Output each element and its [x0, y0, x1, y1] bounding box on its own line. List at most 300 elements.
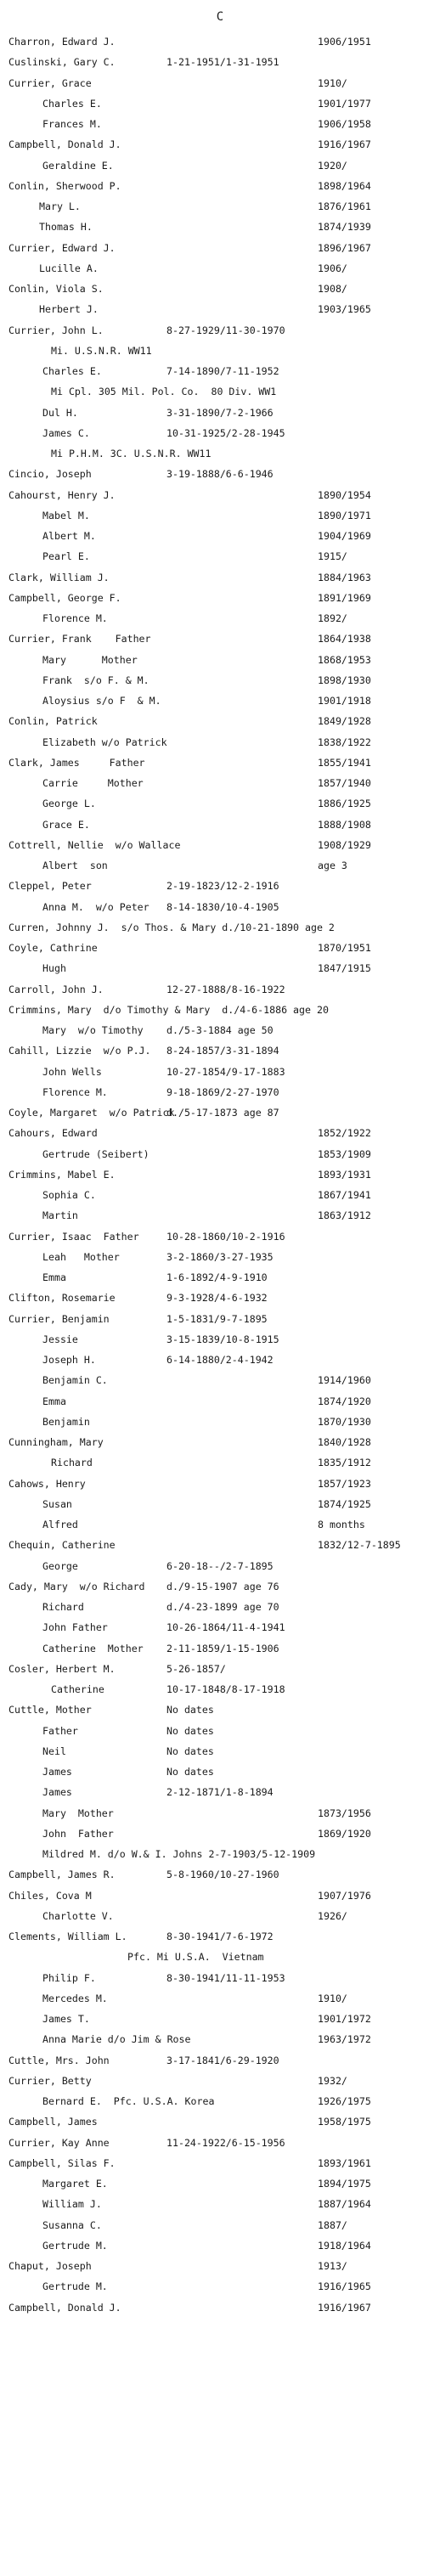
record-years: 8 months	[318, 1519, 365, 1530]
record-years: 1838/1922	[318, 736, 371, 748]
record-row	[0, 300, 440, 318]
record-years: 1888/1908	[318, 818, 371, 831]
record-years: 1958/1975	[318, 2116, 371, 2128]
record-row	[0, 1845, 440, 1863]
record-name: George	[42, 1559, 78, 1572]
record-years: 1892/	[318, 612, 347, 624]
record-dates: 10-28-1860/10-2-1916	[166, 1230, 285, 1243]
record-row	[0, 1392, 440, 1411]
record-name: Gertrude (Seibert)	[42, 1147, 149, 1160]
record-name: Geraldine E.	[42, 159, 114, 172]
record-name: Charron, Edward J.	[8, 36, 116, 48]
record-dates: 8-30-1941/11-11-1953	[166, 1971, 285, 1984]
record-dates: No dates	[166, 1724, 214, 1737]
record-years: 1891/1969	[318, 591, 371, 604]
record-name: Chiles, Cova M	[8, 1889, 92, 1902]
record-row	[0, 156, 440, 175]
record-name: Cuttle, Mrs. John	[8, 2054, 110, 2066]
record-years: 1926/1975	[318, 2095, 371, 2107]
record-name: Neil	[42, 1745, 66, 1757]
record-row	[0, 1433, 440, 1451]
record-row	[0, 259, 440, 278]
record-row	[0, 2030, 440, 2049]
record-name: Margaret E.	[42, 2178, 108, 2190]
record-name: Currier, Betty	[8, 2074, 92, 2087]
record-years: 1916/1965	[318, 2280, 371, 2293]
record-dates: 7-14-1890/7-11-1952	[166, 365, 279, 377]
record-row	[0, 877, 440, 895]
record-name: Cahourst, Henry J.	[8, 488, 116, 501]
record-name: Richard	[51, 1457, 93, 1469]
record-row	[0, 2195, 440, 2213]
record-row	[0, 1310, 440, 1328]
record-row	[0, 898, 440, 916]
record-row	[0, 1453, 440, 1472]
record-name: Clifton, Rosemarie	[8, 1292, 116, 1305]
record-name: Anna Marie d/o Jim & Rose	[42, 2033, 191, 2046]
record-years: 1910/	[318, 76, 347, 89]
record-name: Dul H.	[42, 406, 78, 419]
record-years: 1906/1951	[318, 36, 371, 48]
record-years: 1907/1976	[318, 1889, 371, 1902]
record-name: Campbell, George F.	[8, 591, 121, 604]
record-name: Florence M.	[42, 1085, 108, 1098]
record-dates: d./4-23-1899 age 70	[166, 1601, 279, 1613]
record-years: 1893/1961	[318, 2156, 371, 2169]
record-row	[0, 465, 440, 483]
record-name: Emma	[42, 1395, 66, 1407]
record-row	[0, 217, 440, 236]
record-name: Anna M. w/o Peter	[42, 900, 149, 913]
record-dates: 3-17-1841/6-29-1920	[166, 2054, 279, 2066]
record-years: 1913/	[318, 2260, 347, 2272]
record-row	[0, 115, 440, 133]
record-row	[0, 1145, 440, 1164]
record-row	[0, 1577, 440, 1596]
record-name: Jessie	[42, 1333, 78, 1345]
record-row	[0, 753, 440, 772]
record-row	[0, 1021, 440, 1040]
record-name: Cady, Mary w/o Richard	[8, 1580, 145, 1592]
record-name: Cahill, Lizzie w/o P.J.	[8, 1045, 151, 1057]
record-years: 1864/1938	[318, 633, 371, 645]
record-name: Catherine	[51, 1683, 104, 1695]
record-name: Albert M.	[42, 530, 96, 542]
record-dates: 1-21-1951/1-31-1951	[166, 56, 279, 69]
record-name: Cleppel, Peter	[8, 880, 92, 893]
record-dates: 8-14-1830/10-4-1905	[166, 900, 279, 913]
record-row	[0, 1206, 440, 1225]
record-row	[0, 2298, 440, 2317]
record-name: Carroll, John J.	[8, 983, 104, 995]
record-name: Cincio, Joseph	[8, 468, 92, 481]
record-name: Conlin, Viola S.	[8, 283, 104, 295]
record-dates: 8-30-1941/7-6-1972	[166, 1931, 274, 1942]
record-name: Coyle, Margaret w/o Patrick	[8, 1107, 175, 1119]
record-name: James T.	[42, 2013, 90, 2025]
record-row	[0, 1041, 440, 1060]
record-row	[0, 651, 440, 669]
record-name: Currier, Grace	[8, 76, 92, 89]
record-years: 1853/1909	[318, 1147, 371, 1160]
record-row	[0, 980, 440, 999]
record-name: Conlin, Sherwood P.	[8, 179, 121, 192]
record-years: 1901/1972	[318, 2013, 371, 2025]
record-row	[0, 2112, 440, 2131]
record-name: Susan	[42, 1497, 72, 1510]
record-row	[0, 1804, 440, 1823]
record-name: Cuslinski, Gary C.	[8, 56, 116, 69]
record-years: 1886/1925	[318, 798, 371, 810]
record-row	[0, 1165, 440, 1184]
record-name: Clements, William L.	[8, 1931, 127, 1942]
record-row	[0, 382, 440, 401]
record-name: Campbell, James R.	[8, 1869, 116, 1881]
record-years: 1914/1960	[318, 1374, 371, 1387]
record-years: 1910/	[318, 1992, 347, 2004]
record-name: Clark, William J.	[8, 571, 110, 583]
record-name: Mabel M.	[42, 509, 90, 521]
record-row	[0, 362, 440, 380]
record-row	[0, 2010, 440, 2028]
record-name: Currier, John L.	[8, 324, 104, 336]
record-name: Sophia C.	[42, 1189, 96, 1201]
record-name: Cunningham, Mary	[8, 1436, 104, 1448]
record-row	[0, 177, 440, 195]
record-name: Chequin, Catherine	[8, 1539, 116, 1552]
record-name: Father	[42, 1724, 78, 1737]
record-dates: 3-31-1890/7-2-1966	[166, 406, 274, 419]
record-row	[0, 2277, 440, 2296]
record-row	[0, 321, 440, 340]
record-name: Currier, Kay Anne	[8, 2136, 110, 2149]
record-years: 1857/1923	[318, 1477, 371, 1490]
record-dates: 2-19-1823/12-2-1916	[166, 880, 279, 893]
record-name: Campbell, James	[8, 2116, 98, 2128]
record-years: 1890/1971	[318, 509, 371, 521]
record-name: Lucille A.	[39, 262, 99, 274]
record-years: 1857/1940	[318, 777, 371, 789]
record-dates: d./9-15-1907 age 76	[166, 1580, 279, 1592]
record-dates: 11-24-1922/6-15-1956	[166, 2136, 285, 2149]
record-dates: 2-12-1871/1-8-1894	[166, 1786, 274, 1799]
record-years: 1908/1929	[318, 838, 371, 851]
record-name: Mildred M. d/o W.& I. Johns 2-7-1903/5-12-1909	[42, 1848, 316, 1860]
record-name: Mary w/o Timothy	[42, 1024, 144, 1036]
record-row	[0, 691, 440, 710]
record-years: 1908/	[318, 283, 347, 295]
record-name: Charles E.	[42, 97, 102, 110]
record-row	[0, 1371, 440, 1389]
record-row	[0, 959, 440, 978]
record-name: John Father	[42, 1827, 114, 1840]
record-row	[0, 74, 440, 93]
record-name: Currier, Edward J.	[8, 241, 116, 254]
record-name: Frances M.	[42, 118, 102, 130]
record-row	[0, 1989, 440, 2008]
record-row	[0, 2257, 440, 2275]
record-years: 1874/1925	[318, 1497, 371, 1510]
record-dates: 10-17-1848/8-17-1918	[166, 1683, 285, 1695]
record-row	[0, 1412, 440, 1431]
record-years: 1926/	[318, 1909, 347, 1922]
record-row	[0, 527, 440, 545]
record-years: 1918/1964	[318, 2239, 371, 2252]
record-row	[0, 712, 440, 730]
record-years: 1920/	[318, 159, 347, 172]
record-years: 1869/1920	[318, 1827, 371, 1840]
record-years: 1890/1954	[318, 488, 371, 501]
record-row	[0, 2051, 440, 2070]
record-name: Florence M.	[42, 612, 108, 624]
record-dates: 6-14-1880/2-4-1942	[166, 1354, 274, 1366]
record-years: 1855/1941	[318, 756, 371, 769]
record-dates: 6-20-18--/2-7-1895	[166, 1559, 274, 1572]
record-name: Catherine Mother	[42, 1642, 144, 1654]
record-name: Emma	[42, 1271, 66, 1283]
record-name: James	[42, 1766, 72, 1778]
record-name: Thomas H.	[39, 221, 93, 234]
section-letter-heading: C	[216, 10, 224, 24]
record-name: Bernard E. Pfc. U.S.A. Korea	[42, 2095, 215, 2107]
record-dates: 3-19-1888/6-6-1946	[166, 468, 274, 481]
record-years: 1901/1918	[318, 695, 371, 707]
record-years: 1906/	[318, 262, 347, 274]
record-name: Philip F.	[42, 1971, 96, 1984]
record-row	[0, 279, 440, 298]
record-row	[0, 1886, 440, 1905]
record-name: Crimmins, Mabel E.	[8, 1168, 116, 1181]
record-years: 1932/	[318, 2074, 347, 2087]
record-row	[0, 1288, 440, 1307]
record-row	[0, 2216, 440, 2235]
record-name: Currier, Frank Father	[8, 633, 151, 645]
record-row	[0, 1742, 440, 1761]
record-name: John Wells	[42, 1065, 102, 1078]
record-name: Mi P.H.M. 3C. U.S.N.R. WW11	[51, 448, 212, 459]
record-name: Charlotte V.	[42, 1909, 114, 1922]
record-row	[0, 444, 440, 463]
record-row	[0, 1536, 440, 1554]
record-row	[0, 1248, 440, 1266]
record-dates: No dates	[166, 1745, 214, 1757]
record-row	[0, 135, 440, 154]
record-name: Leah Mother	[42, 1250, 120, 1263]
record-years: 1884/1963	[318, 571, 371, 583]
record-years: 1870/1951	[318, 942, 371, 954]
record-row	[0, 1927, 440, 1946]
record-years: 1852/1922	[318, 1127, 371, 1140]
record-name: Pfc. Mi U.S.A. Vietnam	[127, 1951, 264, 1964]
record-years: 1906/1958	[318, 118, 371, 130]
record-name: Benjamin C.	[42, 1374, 108, 1387]
record-years: 1874/1920	[318, 1395, 371, 1407]
record-dates: 3-15-1839/10-8-1915	[166, 1333, 279, 1345]
record-years: 1963/1972	[318, 2033, 371, 2046]
record-row	[0, 1948, 440, 1966]
record-row	[0, 1969, 440, 1987]
record-years: 1867/1941	[318, 1189, 371, 1201]
record-row	[0, 2236, 440, 2255]
record-dates: 9-18-1869/2-27-1970	[166, 1085, 279, 1098]
record-name: Currier, Isaac Father	[8, 1230, 139, 1243]
record-row	[0, 1824, 440, 1843]
record-name: George L.	[42, 798, 96, 810]
record-name: Susanna C.	[42, 2218, 102, 2231]
record-row	[0, 486, 440, 504]
record-years: 1870/1930	[318, 1415, 371, 1428]
record-name: Frank s/o F. & M.	[42, 674, 149, 686]
record-name: Herbert J.	[39, 303, 99, 316]
record-name: Alfred	[42, 1519, 78, 1530]
record-years: 1898/1964	[318, 179, 371, 192]
record-name: Mary L.	[39, 200, 81, 212]
record-row	[0, 506, 440, 525]
record-row	[0, 568, 440, 587]
record-name: Mary Mother	[42, 653, 138, 666]
record-name: Richard	[42, 1601, 84, 1613]
record-dates: 3-2-1860/3-27-1935	[166, 1250, 274, 1263]
record-dates: 9-3-1928/4-6-1932	[166, 1292, 268, 1305]
record-name: Currier, Benjamin	[8, 1312, 110, 1325]
record-name: Carrie Mother	[42, 777, 144, 789]
record-name: Cottrell, Nellie w/o Wallace	[8, 838, 181, 851]
record-years: 1847/1915	[318, 962, 371, 975]
record-years: age 3	[318, 860, 347, 871]
record-row	[0, 1907, 440, 1925]
record-name: Mary Mother	[42, 1807, 114, 1819]
record-name: Campbell, Donald J.	[8, 138, 121, 151]
record-years: 1835/1912	[318, 1457, 371, 1469]
record-years: 1898/1930	[318, 674, 371, 686]
record-row	[0, 1103, 440, 1122]
record-row	[0, 629, 440, 648]
record-row	[0, 856, 440, 875]
record-name: Elizabeth w/o Patrick	[42, 736, 167, 748]
record-row	[0, 32, 440, 51]
record-name: Conlin, Patrick	[8, 715, 98, 728]
record-name: Mercedes M.	[42, 1992, 108, 2004]
record-name: Coyle, Cathrine	[8, 942, 98, 954]
record-row	[0, 733, 440, 752]
record-dates: 10-31-1925/2-28-1945	[166, 426, 285, 439]
record-row	[0, 1186, 440, 1204]
record-row	[0, 774, 440, 792]
record-years: 1874/1939	[318, 221, 371, 234]
record-name: Cahours, Edward	[8, 1127, 98, 1140]
record-row	[0, 1865, 440, 1884]
record-years: 1873/1956	[318, 1807, 371, 1819]
record-name: James C.	[42, 426, 90, 439]
record-dates: 10-27-1854/9-17-1883	[166, 1065, 285, 1078]
record-row	[0, 589, 440, 607]
record-dates: 2-11-1859/1-15-1906	[166, 1642, 279, 1654]
record-dates: No dates	[166, 1766, 214, 1778]
record-years: 1887/	[318, 2218, 347, 2231]
record-years: 1868/1953	[318, 653, 371, 666]
record-dates: 8-24-1857/3-31-1894	[166, 1045, 279, 1057]
record-name: Curren, Johnny J. s/o Thos. & Mary d./10-21-1890 age 2	[8, 921, 335, 933]
record-name: Crimmins, Mary d/o Timothy & Mary d./4-6-1886 age 20	[8, 1003, 329, 1016]
record-row	[0, 794, 440, 813]
record-name: William J.	[42, 2198, 102, 2211]
record-row	[0, 1660, 440, 1678]
record-row	[0, 671, 440, 690]
record-row	[0, 918, 440, 937]
record-years: 1887/1964	[318, 2198, 371, 2211]
record-name: Grace E.	[42, 818, 90, 831]
record-name: Campbell, Donald J.	[8, 2301, 121, 2314]
record-years: 1904/1969	[318, 530, 371, 542]
record-row	[0, 1124, 440, 1142]
record-dates: d./5-3-1884 age 50	[166, 1024, 274, 1036]
record-row	[0, 1762, 440, 1781]
record-row	[0, 1350, 440, 1369]
record-name: Joseph H.	[42, 1354, 96, 1366]
record-row	[0, 1680, 440, 1699]
record-row	[0, 1474, 440, 1493]
record-name: Campbell, Silas F.	[8, 2156, 116, 2169]
record-dates: 1-6-1892/4-9-1910	[166, 1271, 268, 1283]
record-dates: 5-26-1857/	[166, 1662, 226, 1675]
record-years: 1893/1931	[318, 1168, 371, 1181]
record-dates: 1-5-1831/9-7-1895	[166, 1312, 268, 1325]
record-name: Martin	[42, 1209, 78, 1222]
record-row	[0, 2072, 440, 2090]
record-row	[0, 2134, 440, 2152]
record-name: Gertrude M.	[42, 2280, 108, 2293]
record-row	[0, 1557, 440, 1575]
record-row	[0, 939, 440, 957]
record-row	[0, 1330, 440, 1349]
record-dates: 8-27-1929/11-30-1970	[166, 324, 285, 336]
record-row	[0, 424, 440, 442]
record-years: 1863/1912	[318, 1209, 371, 1222]
record-years: 1916/1967	[318, 2301, 371, 2314]
record-dates: 5-8-1960/10-27-1960	[166, 1869, 279, 1881]
record-name: Charles E.	[42, 365, 102, 377]
record-name: James	[42, 1786, 72, 1799]
record-row	[0, 1001, 440, 1019]
record-dates: No dates	[166, 1704, 214, 1716]
record-row	[0, 341, 440, 360]
record-years: 1832/12-7-1895	[318, 1539, 401, 1552]
record-name: Mi. U.S.N.R. WW11	[51, 344, 152, 357]
record-row	[0, 1268, 440, 1287]
record-name: John Father	[42, 1621, 108, 1634]
record-row	[0, 1227, 440, 1246]
record-row	[0, 239, 440, 257]
record-name: Cosler, Herbert M.	[8, 1662, 116, 1675]
record-name: Cuttle, Mother	[8, 1704, 92, 1716]
record-years: 1840/1928	[318, 1436, 371, 1448]
record-row	[0, 1722, 440, 1740]
record-name: Clark, James Father	[8, 756, 145, 769]
record-years: 1876/1961	[318, 200, 371, 212]
record-name: Hugh	[42, 962, 66, 975]
record-dates: 10-26-1864/11-4-1941	[166, 1621, 285, 1634]
record-years: 1915/	[318, 550, 347, 563]
record-row	[0, 1783, 440, 1801]
record-name: Benjamin	[42, 1415, 90, 1428]
record-row	[0, 1083, 440, 1102]
record-row	[0, 815, 440, 834]
record-row	[0, 2174, 440, 2193]
record-name: Cahows, Henry	[8, 1477, 86, 1490]
record-years: 1903/1965	[318, 303, 371, 316]
record-row	[0, 836, 440, 854]
record-name: Aloysius s/o F & M.	[42, 695, 161, 707]
